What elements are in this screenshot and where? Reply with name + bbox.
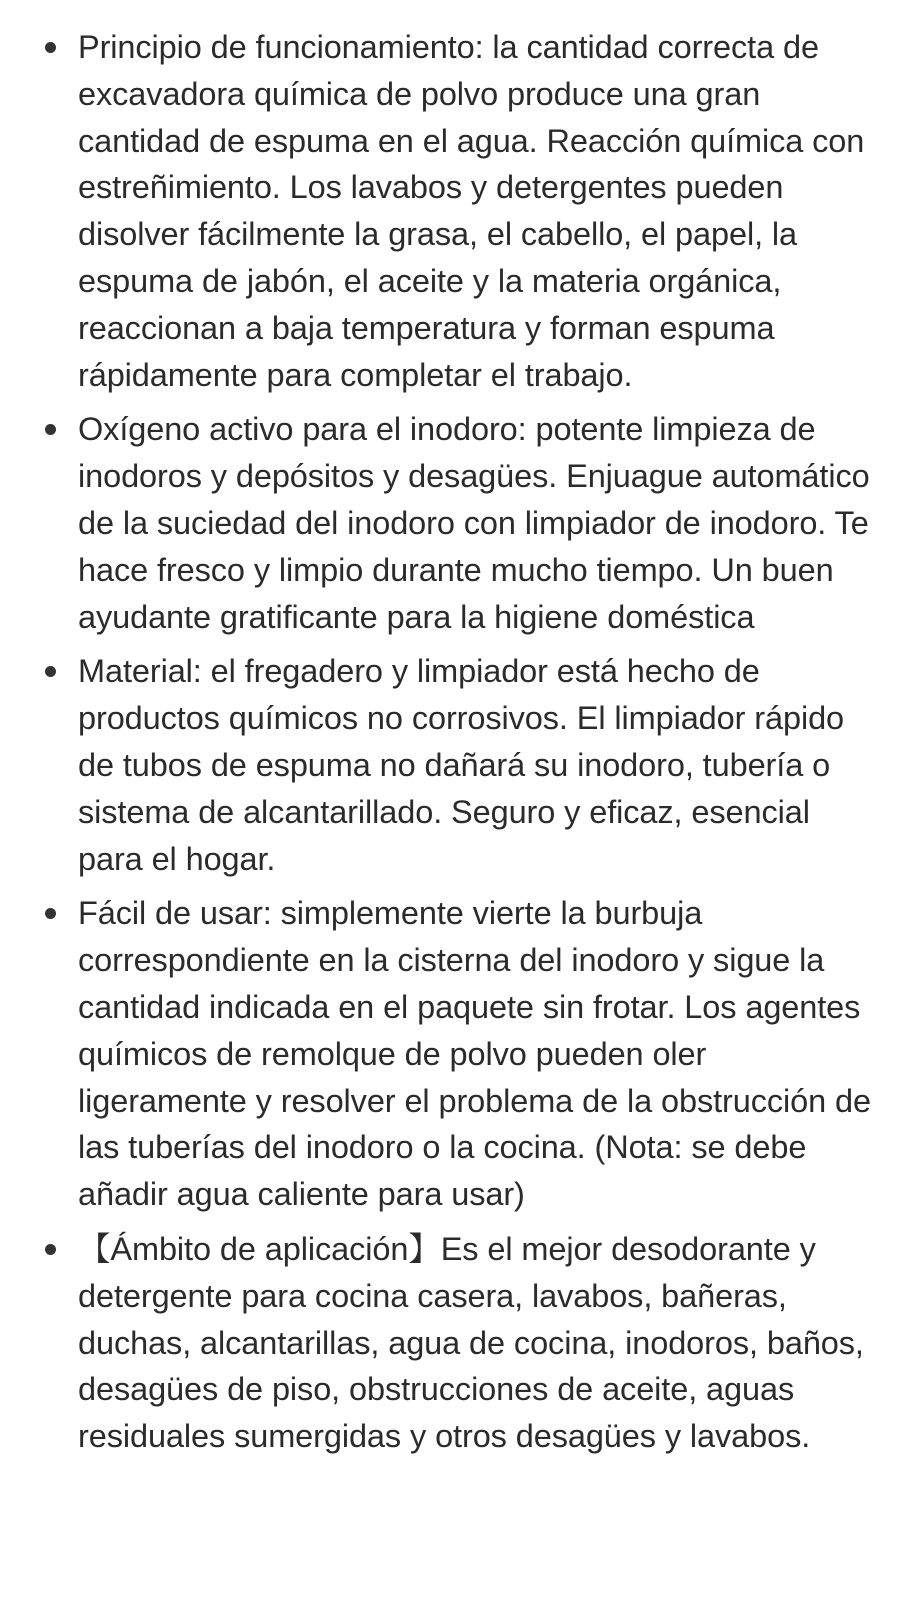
bullet-dot-icon <box>45 1244 56 1255</box>
bullet-text: Material: el fregadero y limpiador está hecho de productos químicos no corrosivos. El limpiador rápido de tubos de espuma no dañará su inodoro, tubería o sistema de alcantarillado. Seguro y eficaz, esencial para el hogar. <box>78 653 845 877</box>
feature-bullet-list <box>0 24 883 1460</box>
bullet-dot-icon <box>45 908 56 919</box>
bullet-text: 【Ámbito de aplicación】Es el mejor desodorante y detergente para cocina casera, lavabos, bañeras, duchas, alcantarillas, agua de cocina, inodoros, baños, desagües de piso, obstrucciones de aceite, aguas residuales sumergidas y otros desagües y lavabos. <box>78 1230 864 1455</box>
bullet-text: Oxígeno activo para el inodoro: potente limpieza de inodoros y depósitos y desagües. Enjuague automático de la suciedad del inodoro con limpiador de inodoro. Te hace fresco y limpio durante mucho tiempo. Un buen ayudante gratificante para la higiene doméstica <box>78 411 870 635</box>
bullet-dot-icon <box>45 666 56 677</box>
bullet-dot-icon <box>45 424 56 435</box>
bullet-item-material <box>0 648 883 882</box>
bullet-text: Principio de funcionamiento: la cantidad correcta de excavadora química de polvo produce una gran cantidad de espuma en el agua. Reacción química con estreñimiento. Los lavabos y detergentes pueden disolver fácilmente la grasa, el cabello, el papel, la espuma de jabón, el aceite y la materia orgánica, reaccionan a baja temperatura y forman espuma rápidamente para completar el trabajo. <box>78 29 865 393</box>
bullet-item-easy-to-use <box>0 890 883 1218</box>
bullet-dot-icon <box>45 42 56 53</box>
bullet-text: Fácil de usar: simplemente vierte la burbuja correspondiente en la cisterna del inodoro y sigue la cantidad indicada en el paquete sin frotar. Los agentes químicos de remolque de polvo pueden oler ligeramente y resolver el problema de la obstrucción de las tuberías del inodoro o la cocina. (Nota: se debe añadir agua caliente para usar) <box>78 895 871 1213</box>
bullet-item-active-oxygen <box>0 406 883 640</box>
bullet-item-working-principle <box>0 24 883 398</box>
bullet-item-scope-of-application <box>0 1226 883 1460</box>
